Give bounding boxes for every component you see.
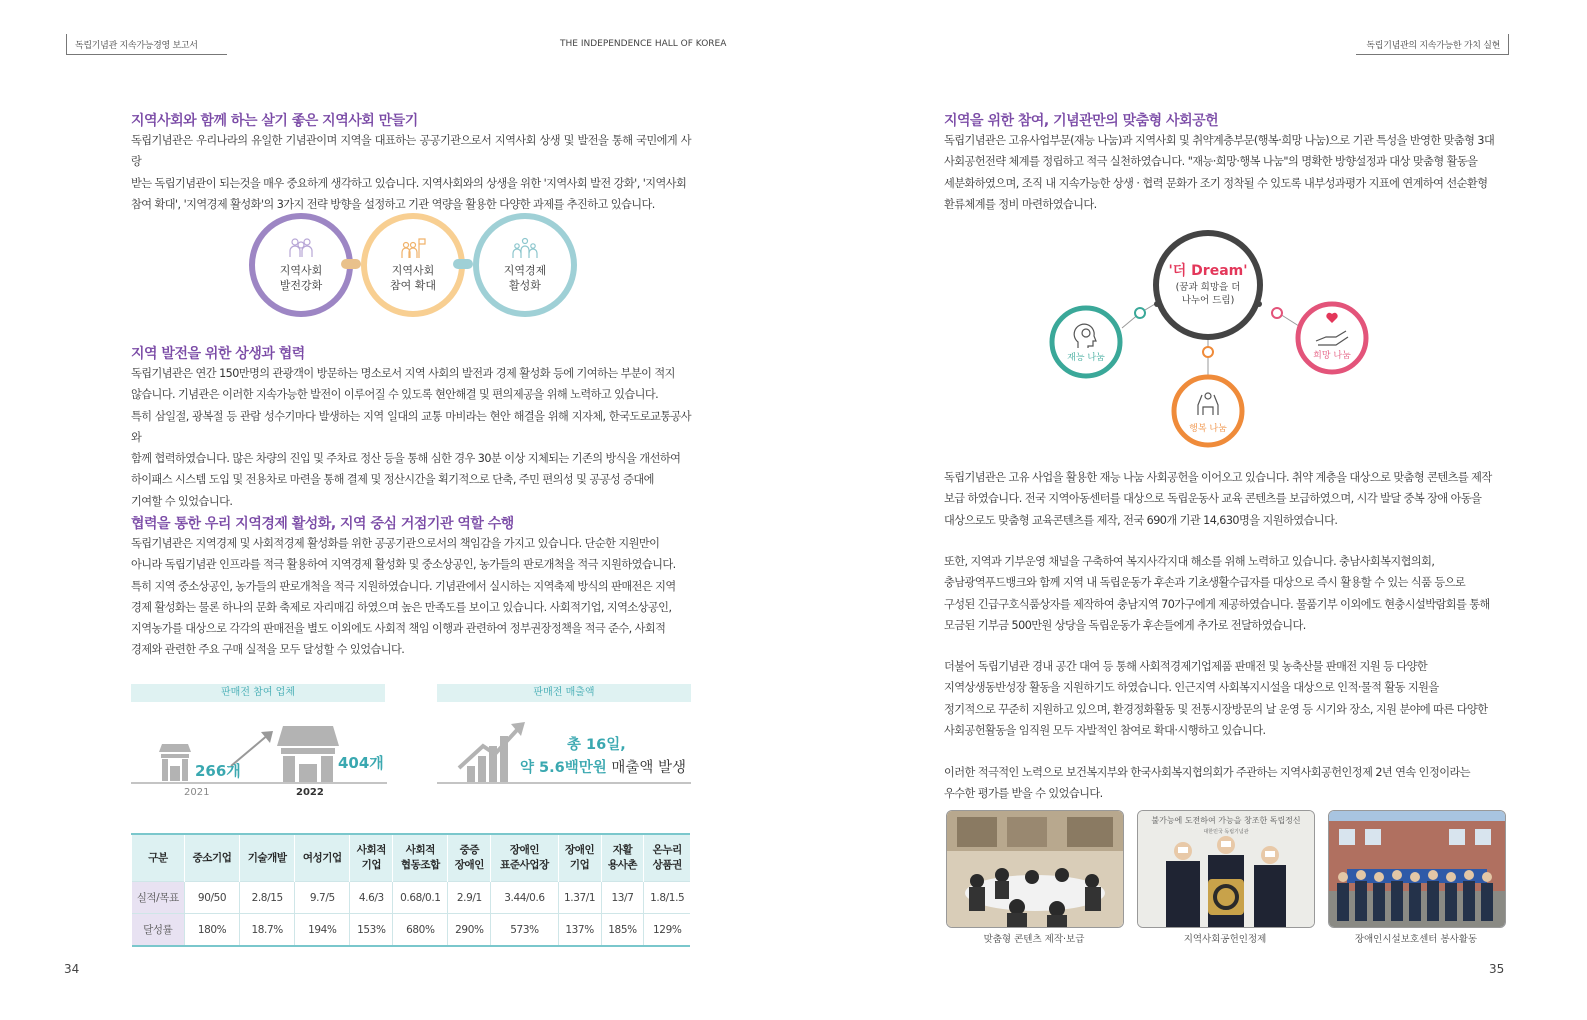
section-title-economy: 협력을 통한 우리 지역경제 활성화, 지역 중심 거점기관 역할 수행 xyxy=(131,516,514,532)
running-header-center: THE INDEPENDENCE HALL OF KOREA xyxy=(560,39,727,49)
text-line: 독립기념관은 지역경제 및 사회적경제 활성화를 위한 공공기관으로서의 책임감을 가지고 있습니다. 단순한 지원만이 xyxy=(131,537,660,550)
text-line: 특히 지역 중소상공인, 농가들의 판로개척을 적극 지원하였습니다. 기념관에서 실시하는 지역축제 방식의 판매전은 지역 xyxy=(131,579,676,593)
table-row xyxy=(132,882,691,914)
text-line: 또한, 지역과 기부운영 채널을 구축하여 복지사각지대 해소를 위해 노력하고 있습니다. 충남사회복지협의회, xyxy=(944,555,1435,568)
center-subtitle: (꿈과 희망을 더 나누어 드림) xyxy=(1175,282,1241,306)
paragraph-cooperation xyxy=(131,363,691,512)
text-line: 모금된 기부금 500만원 상당을 독립운동가 후손들에게 추가로 전달하였습니다. xyxy=(944,618,1306,632)
text-line: 충남광역푸드뱅크와 함께 지역 내 독립운동가 후손과 기초생활수급자를 대상으로 즉시 활용할 수 있는 식품 등으로 xyxy=(944,576,1466,590)
strategy-label: 지역사회 발전강화 xyxy=(279,264,323,292)
happiness-circle xyxy=(1174,377,1242,445)
paragraph-donation xyxy=(944,551,1505,636)
text-line: 지역농가를 대상으로 각각의 판매전을 별도 이외에도 사회적 책임 이행과 관련하여 정부권장정책을 적극 준수, 사회적 xyxy=(131,622,666,636)
text-line: 하이패스 시스템 도입 및 전용차로 마련을 통해 결제 및 정산시간을 획기적으로 단축, 주민 편의성 및 공공성 증대에 xyxy=(131,473,654,487)
text-line: 독립기념관은 고유사업부문(재능 나눔)과 지역사회 및 취약계층부문(행복·희망 나눔)으로 기관 특성을 반영한 맞춤형 3대 xyxy=(944,134,1495,147)
table-cell: 290% xyxy=(448,914,491,947)
text-line: 구성된 긴급구호식품상자를 제작하여 충남지역 70가구에게 제공하였습니다. 물품기부 이외에도 현충시설박람회를 통해 xyxy=(944,597,1490,611)
table-cell: 137% xyxy=(558,914,601,947)
photo-caption: 지역사회공헌인정제 xyxy=(1183,934,1267,945)
text-line: 경제와 관련한 주요 구매 실적을 모두 달성할 수 있었습니다. xyxy=(131,643,405,657)
photo-caption: 맞춤형 콘텐츠 제작·보급 xyxy=(983,934,1085,945)
row-header-cell: 달성률 xyxy=(132,914,185,947)
connector xyxy=(453,259,473,269)
table-header-cell: 사회적 협동조합 xyxy=(393,834,448,882)
page-number-left: 34 xyxy=(64,962,80,976)
text-line: 사회공헌전략 체계를 정립하고 적극 실천하였습니다. "재능·희망·행복 나눔"의 명확한 방향설정과 대상 맞춤형 활동을 xyxy=(944,155,1478,169)
strategy-circle-economy xyxy=(473,213,577,317)
revenue-amount: 약 5.6백만원 xyxy=(520,760,607,776)
table-cell: 573% xyxy=(491,914,558,947)
revenue-line2 xyxy=(520,756,686,777)
table-cell: 0.68/0.1 xyxy=(393,882,448,914)
text-line: 사회공헌활동을 임직원 모두 자발적인 참여로 확대·시행하고 있습니다. xyxy=(944,723,1266,737)
table-header-cell: 기술개발 xyxy=(240,834,295,882)
paragraph-economy xyxy=(131,533,691,661)
photo-volunteer xyxy=(1328,810,1506,928)
text-line: 특히 삼일절, 광복절 등 관람 성수기마다 발생하는 지역 일대의 교통 마비라는 현안 해결을 위해 지자체, 한국도로교통공사와 xyxy=(131,409,691,444)
text-line: 함께 협력하였습니다. 많은 차량의 진입 및 주차료 정산 등을 통해 심한 경우 30분 이상 지체되는 기존의 방식을 개선하여 xyxy=(131,452,681,466)
text-line: 독립기념관은 연간 150만명의 관광객이 방문하는 명소로서 지역 사회의 발전과 경제 활성화 등에 기여하는 부분이 적지 xyxy=(131,367,675,380)
table-cell: 90/50 xyxy=(185,882,240,914)
hope-label: 희망 나눔 xyxy=(1313,351,1351,361)
table-header-cell: 중소기업 xyxy=(185,834,240,882)
bar-growth-icon xyxy=(467,736,508,782)
strategy-circle-participation xyxy=(361,213,465,317)
community-icon xyxy=(512,237,538,259)
section-title-community: 지역사회와 함께 하는 살기 좋은 지역사회 만들기 xyxy=(131,113,418,129)
table-header-cell: 여성기업 xyxy=(295,834,350,882)
connector xyxy=(341,259,361,269)
text-line: 환류체계를 정비 마련하였습니다. xyxy=(944,197,1097,211)
text-line: 않습니다. 기념관은 이러한 지속가능한 발전이 이루어질 수 있도록 현안해결 및 편의제공을 위해 노력하고 있습니다. xyxy=(131,388,659,402)
people-icon xyxy=(288,237,314,259)
banner-text: 불가능에 도전하여 가능을 창조한 독립정신 xyxy=(1151,816,1301,825)
text-line: 받는 독립기념관이 되는것을 매우 중요하게 생각하고 있습니다. 지역사회와의 상생을 위한 '지역사회 발전 강화', '지역사회 xyxy=(131,176,687,190)
text-line: 아니라 독립기념관 인프라를 적극 활용하여 지역경제 활성화 및 중소상공인, 농가들의 판로개척을 적극 지원하였습니다. xyxy=(131,558,676,572)
text-line: 이러한 적극적인 노력으로 보건복지부와 한국사회복지협의회가 주관하는 지역사회공헌인정제 2년 연속 인정이라는 xyxy=(944,766,1470,779)
talent-label: 재능 나눔 xyxy=(1067,353,1105,363)
table-cell: 194% xyxy=(295,914,350,947)
running-header-right: 독립기념관의 지속가능한 가치 실현 xyxy=(1356,34,1509,55)
table-cell: 180% xyxy=(185,914,240,947)
photo-award xyxy=(1137,810,1315,928)
table-cell: 2.9/1 xyxy=(448,882,491,914)
table-cell: 1.8/1.5 xyxy=(644,882,690,914)
table-cell: 680% xyxy=(393,914,448,947)
text-line: 보급 하였습니다. 전국 지역아동센터를 대상으로 독립운동사 교육 콘텐츠를 보급하였으며, 시각 발달 중복 장애 아동을 xyxy=(944,492,1482,506)
text-line: 더불어 독립기념관 경내 공간 대여 등 통해 사회적경제기업제품 판매전 및 농축산물 판매전 지원 등 다양한 xyxy=(944,660,1428,673)
value-2021: 266개 xyxy=(195,762,241,780)
sales-revenue-title: 판매전 매출액 xyxy=(437,684,691,702)
revenue-line1: 총 16일, xyxy=(567,737,626,753)
text-line: 독립기념관은 우리나라의 유일한 기념관이며 지역을 대표하는 공공기관으로서 지역사회 상생 및 발전을 통해 국민에게 사랑 xyxy=(131,134,691,169)
page-number-right: 35 xyxy=(1489,962,1505,976)
section-title-cooperation: 지역 발전을 위한 상생과 협력 xyxy=(131,346,305,362)
photo-caption: 장애인시설보호센터 봉사활동 xyxy=(1354,934,1478,945)
table-cell: 18.7% xyxy=(240,914,295,947)
table-cell: 2.8/15 xyxy=(240,882,295,914)
table-header-cell: 자활 용사촌 xyxy=(601,834,644,882)
flag-people-icon xyxy=(400,237,426,259)
table-cell: 3.44/0.6 xyxy=(491,882,558,914)
paragraph-community xyxy=(131,130,691,215)
table-header-row xyxy=(132,834,691,882)
section-title-social-contribution: 지역을 위한 참여, 기념관만의 맞춤형 사회공헌 xyxy=(944,113,1219,129)
table-header-cell: 장애인 기업 xyxy=(558,834,601,882)
value-2022: 404개 xyxy=(338,754,384,772)
table-cell: 129% xyxy=(644,914,690,947)
purchase-performance-table xyxy=(131,833,690,947)
year-2022: 2022 xyxy=(296,787,324,798)
table-header-cell: 사회적 기업 xyxy=(350,834,393,882)
table-cell: 9.7/5 xyxy=(295,882,350,914)
table-cell: 4.6/3 xyxy=(350,882,393,914)
table-header-cell: 장애인 표준사업장 xyxy=(491,834,558,882)
revenue-suffix: 매출액 발생 xyxy=(606,760,687,776)
happiness-label: 행복 나눔 xyxy=(1189,424,1227,434)
text-line: 참여 확대', '지역경제 활성화'의 3가지 전략 방향을 설정하고 기관 역량을 활용한 다양한 과제를 추진하고 있습니다. xyxy=(131,197,655,211)
store-growth-graphic xyxy=(131,716,387,786)
text-line: 대상으로도 맞춤형 교육콘텐츠를 제작, 전국 690개 기관 14,630명을 지원하였습니다. xyxy=(944,513,1338,527)
paragraph-recognition xyxy=(944,762,1505,805)
running-header-left: 독립기념관 지속가능경영 보고서 xyxy=(66,34,227,55)
text-line: 기여할 수 있었습니다. xyxy=(131,494,233,508)
talent-circle xyxy=(1052,308,1120,376)
store-large-icon xyxy=(277,726,339,782)
sales-participants-title: 판매전 참여 업체 xyxy=(131,684,385,702)
table-cell: 185% xyxy=(601,914,644,947)
table-cell: 1.37/1 xyxy=(558,882,601,914)
paragraph-coexistence xyxy=(944,656,1505,741)
text-line: 우수한 평가를 받을 수 있었습니다. xyxy=(944,787,1103,801)
table-header-cell: 중증 장애인 xyxy=(448,834,491,882)
text-line: 세분화하였으며, 조직 내 지속가능한 상생 · 협력 문화가 조기 정착될 수 있도록 내부성과평가 지표에 연계하여 선순환형 xyxy=(944,176,1488,190)
banner-subtext: 대한민국 독립기념관 xyxy=(1203,829,1249,835)
text-line: 정기적으로 꾸준히 지원하고 있으며, 환경정화활동 및 전통시장방문의 날 운영 등 시기와 장소, 지원 분야에 따른 다양한 xyxy=(944,702,1488,716)
text-line: 독립기념관은 고유 사업을 활용한 재능 나눔 사회공헌을 이어오고 있습니다. 취약 계층을 대상으로 맞춤형 콘텐츠를 제작 xyxy=(944,471,1492,484)
strategy-label: 지역경제 활성화 xyxy=(503,264,547,292)
strategy-circle-development xyxy=(249,213,353,317)
table-header-cell: 온누리 상품권 xyxy=(644,834,690,882)
paragraph-social-contribution xyxy=(944,130,1505,215)
text-line: 지역상생동반성장 활동을 지원하기도 하였습니다. 인근지역 사회복지시설을 대상으로 인적·물적 활동 지원을 xyxy=(944,681,1439,695)
table-cell: 153% xyxy=(350,914,393,947)
strategy-label: 지역사회 참여 확대 xyxy=(389,264,436,292)
row-header-cell: 실적/목표 xyxy=(132,882,185,914)
table-row xyxy=(132,914,691,947)
table-cell: 13/7 xyxy=(601,882,644,914)
paragraph-talent xyxy=(944,467,1505,531)
center-title: '더 Dream' xyxy=(1168,263,1248,279)
photo-classroom xyxy=(946,810,1124,928)
table-header-cell: 구분 xyxy=(132,834,185,882)
text-line: 경제 활성화는 물론 하나의 문화 축제로 자리매김 하였으며 높은 만족도를 보이고 있습니다. 사회적기업, 지역소상공인, xyxy=(131,600,672,614)
year-2021: 2021 xyxy=(184,787,210,798)
store-small-icon xyxy=(159,744,191,781)
